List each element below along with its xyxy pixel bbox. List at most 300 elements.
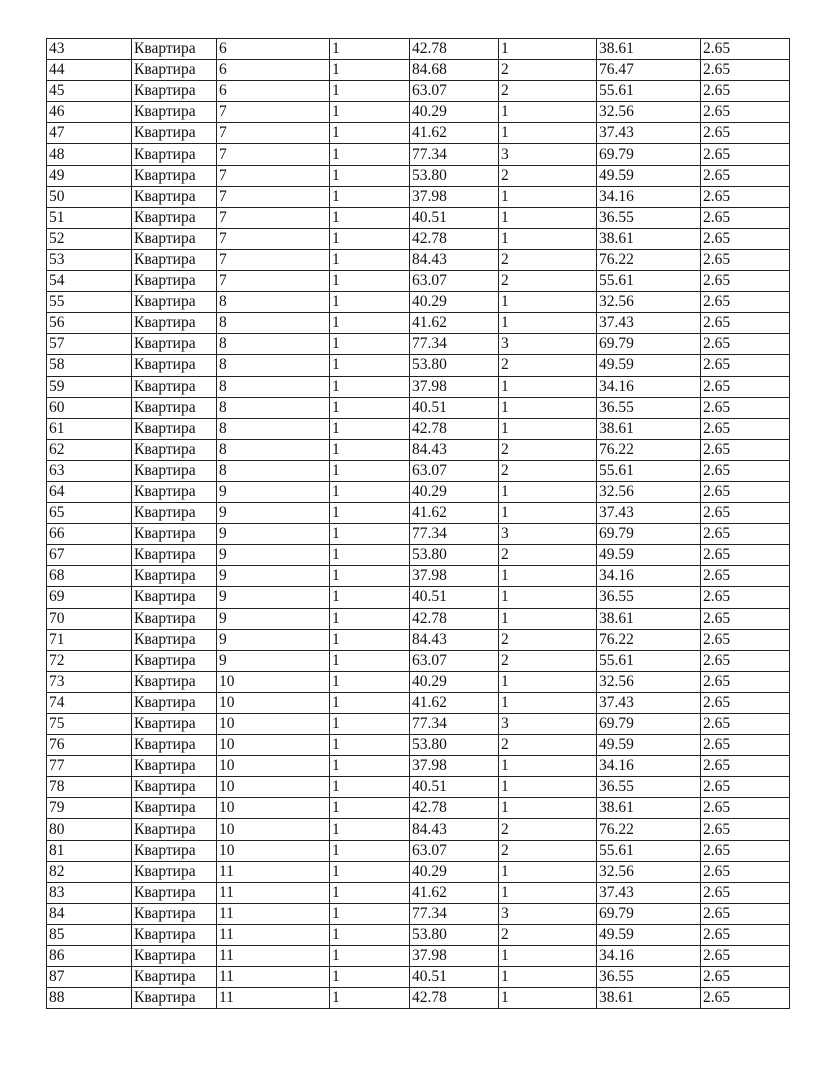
cell-total-area: 41.62 [410, 503, 499, 524]
cell-living-area: 69.79 [597, 144, 701, 165]
cell-row-number: 53 [47, 249, 132, 270]
cell-section: 1 [330, 228, 410, 249]
cell-section: 1 [330, 946, 410, 967]
cell-row-number: 84 [47, 903, 132, 924]
cell-section: 1 [330, 587, 410, 608]
table-row [47, 840, 790, 861]
cell-floor: 9 [217, 524, 330, 545]
cell-row-number: 50 [47, 186, 132, 207]
cell-floor: 11 [217, 882, 330, 903]
table-row [47, 460, 790, 481]
cell-rooms: 1 [499, 503, 597, 524]
cell-row-number: 51 [47, 207, 132, 228]
cell-living-area: 38.61 [597, 798, 701, 819]
cell-rooms: 1 [499, 756, 597, 777]
cell-section: 1 [330, 714, 410, 735]
table-row [47, 629, 790, 650]
cell-floor: 7 [217, 249, 330, 270]
cell-row-number: 45 [47, 81, 132, 102]
cell-rooms: 1 [499, 882, 597, 903]
cell-living-area: 76.22 [597, 629, 701, 650]
table-row [47, 228, 790, 249]
cell-section: 1 [330, 988, 410, 1009]
table-row [47, 671, 790, 692]
cell-ceiling-height: 2.65 [701, 566, 790, 587]
cell-total-area: 37.98 [410, 566, 499, 587]
cell-ceiling-height: 2.65 [701, 313, 790, 334]
cell-row-number: 81 [47, 840, 132, 861]
cell-rooms: 1 [499, 376, 597, 397]
cell-total-area: 84.68 [410, 60, 499, 81]
table-row [47, 397, 790, 418]
table-row [47, 313, 790, 334]
cell-ceiling-height: 2.65 [701, 123, 790, 144]
cell-living-area: 37.43 [597, 882, 701, 903]
table-row [47, 714, 790, 735]
cell-property-type: Квартира [132, 545, 217, 566]
cell-rooms: 2 [499, 840, 597, 861]
cell-total-area: 40.51 [410, 587, 499, 608]
cell-total-area: 40.29 [410, 861, 499, 882]
cell-living-area: 76.22 [597, 819, 701, 840]
cell-living-area: 49.59 [597, 735, 701, 756]
table-row [47, 988, 790, 1009]
table-row [47, 967, 790, 988]
cell-property-type: Квартира [132, 988, 217, 1009]
table-row [47, 946, 790, 967]
cell-section: 1 [330, 629, 410, 650]
cell-section: 1 [330, 882, 410, 903]
cell-row-number: 64 [47, 481, 132, 502]
table-row [47, 418, 790, 439]
table-row [47, 334, 790, 355]
cell-property-type: Квартира [132, 418, 217, 439]
cell-floor: 8 [217, 355, 330, 376]
cell-rooms: 1 [499, 39, 597, 60]
cell-section: 1 [330, 102, 410, 123]
cell-rooms: 1 [499, 988, 597, 1009]
cell-living-area: 55.61 [597, 460, 701, 481]
cell-row-number: 44 [47, 60, 132, 81]
cell-living-area: 34.16 [597, 756, 701, 777]
cell-property-type: Квартира [132, 714, 217, 735]
cell-section: 1 [330, 777, 410, 798]
cell-rooms: 1 [499, 292, 597, 313]
cell-living-area: 32.56 [597, 481, 701, 502]
cell-total-area: 84.43 [410, 819, 499, 840]
cell-section: 1 [330, 207, 410, 228]
cell-rooms: 1 [499, 102, 597, 123]
cell-total-area: 53.80 [410, 545, 499, 566]
cell-total-area: 42.78 [410, 39, 499, 60]
cell-floor: 10 [217, 735, 330, 756]
cell-property-type: Квартира [132, 629, 217, 650]
cell-total-area: 40.29 [410, 102, 499, 123]
cell-total-area: 40.51 [410, 967, 499, 988]
cell-rooms: 1 [499, 692, 597, 713]
cell-section: 1 [330, 144, 410, 165]
cell-living-area: 34.16 [597, 186, 701, 207]
cell-ceiling-height: 2.65 [701, 481, 790, 502]
cell-section: 1 [330, 313, 410, 334]
cell-section: 1 [330, 376, 410, 397]
cell-ceiling-height: 2.65 [701, 946, 790, 967]
cell-property-type: Квартира [132, 60, 217, 81]
cell-floor: 6 [217, 39, 330, 60]
cell-living-area: 49.59 [597, 355, 701, 376]
cell-ceiling-height: 2.65 [701, 692, 790, 713]
cell-living-area: 38.61 [597, 39, 701, 60]
cell-section: 1 [330, 397, 410, 418]
cell-total-area: 41.62 [410, 882, 499, 903]
cell-total-area: 53.80 [410, 924, 499, 945]
cell-total-area: 42.78 [410, 228, 499, 249]
cell-property-type: Квартира [132, 249, 217, 270]
cell-property-type: Квартира [132, 39, 217, 60]
cell-row-number: 73 [47, 671, 132, 692]
cell-ceiling-height: 2.65 [701, 819, 790, 840]
cell-row-number: 74 [47, 692, 132, 713]
cell-property-type: Квартира [132, 503, 217, 524]
table-row [47, 692, 790, 713]
cell-ceiling-height: 2.65 [701, 861, 790, 882]
cell-section: 1 [330, 903, 410, 924]
cell-ceiling-height: 2.65 [701, 376, 790, 397]
cell-property-type: Квартира [132, 397, 217, 418]
cell-floor: 9 [217, 503, 330, 524]
cell-rooms: 3 [499, 144, 597, 165]
cell-rooms: 2 [499, 545, 597, 566]
cell-property-type: Квартира [132, 313, 217, 334]
cell-section: 1 [330, 545, 410, 566]
cell-property-type: Квартира [132, 756, 217, 777]
table-row [47, 650, 790, 671]
cell-section: 1 [330, 481, 410, 502]
cell-living-area: 36.55 [597, 207, 701, 228]
cell-property-type: Квартира [132, 946, 217, 967]
cell-floor: 10 [217, 777, 330, 798]
cell-ceiling-height: 2.65 [701, 249, 790, 270]
cell-ceiling-height: 2.65 [701, 608, 790, 629]
cell-living-area: 76.22 [597, 249, 701, 270]
cell-section: 1 [330, 819, 410, 840]
cell-section: 1 [330, 165, 410, 186]
cell-row-number: 79 [47, 798, 132, 819]
cell-total-area: 77.34 [410, 524, 499, 545]
cell-property-type: Квартира [132, 144, 217, 165]
cell-ceiling-height: 2.65 [701, 102, 790, 123]
cell-rooms: 2 [499, 650, 597, 671]
cell-property-type: Квартира [132, 735, 217, 756]
cell-total-area: 63.07 [410, 81, 499, 102]
cell-living-area: 49.59 [597, 924, 701, 945]
cell-floor: 10 [217, 671, 330, 692]
cell-floor: 8 [217, 418, 330, 439]
cell-total-area: 63.07 [410, 271, 499, 292]
cell-section: 1 [330, 123, 410, 144]
cell-living-area: 55.61 [597, 840, 701, 861]
cell-total-area: 41.62 [410, 692, 499, 713]
cell-ceiling-height: 2.65 [701, 756, 790, 777]
cell-living-area: 38.61 [597, 418, 701, 439]
cell-ceiling-height: 2.65 [701, 840, 790, 861]
table-row [47, 798, 790, 819]
table-row [47, 777, 790, 798]
cell-ceiling-height: 2.65 [701, 503, 790, 524]
cell-row-number: 82 [47, 861, 132, 882]
cell-section: 1 [330, 924, 410, 945]
cell-section: 1 [330, 692, 410, 713]
cell-floor: 8 [217, 313, 330, 334]
cell-living-area: 37.43 [597, 692, 701, 713]
table-row [47, 165, 790, 186]
apartments-table [46, 38, 790, 1009]
cell-total-area: 77.34 [410, 714, 499, 735]
cell-section: 1 [330, 249, 410, 270]
cell-row-number: 76 [47, 735, 132, 756]
cell-row-number: 80 [47, 819, 132, 840]
cell-ceiling-height: 2.65 [701, 334, 790, 355]
cell-property-type: Квартира [132, 861, 217, 882]
cell-total-area: 84.43 [410, 439, 499, 460]
cell-rooms: 1 [499, 123, 597, 144]
cell-property-type: Квартира [132, 903, 217, 924]
cell-row-number: 46 [47, 102, 132, 123]
cell-floor: 9 [217, 587, 330, 608]
cell-total-area: 84.43 [410, 249, 499, 270]
cell-row-number: 62 [47, 439, 132, 460]
table-row [47, 292, 790, 313]
cell-floor: 11 [217, 924, 330, 945]
cell-row-number: 59 [47, 376, 132, 397]
cell-rooms: 2 [499, 439, 597, 460]
cell-floor: 11 [217, 903, 330, 924]
cell-floor: 9 [217, 629, 330, 650]
cell-section: 1 [330, 756, 410, 777]
cell-floor: 8 [217, 397, 330, 418]
cell-floor: 9 [217, 566, 330, 587]
cell-ceiling-height: 2.65 [701, 418, 790, 439]
cell-row-number: 83 [47, 882, 132, 903]
cell-total-area: 42.78 [410, 608, 499, 629]
cell-floor: 8 [217, 376, 330, 397]
cell-living-area: 34.16 [597, 566, 701, 587]
cell-section: 1 [330, 566, 410, 587]
cell-row-number: 88 [47, 988, 132, 1009]
table-row [47, 756, 790, 777]
cell-floor: 7 [217, 228, 330, 249]
cell-ceiling-height: 2.65 [701, 650, 790, 671]
cell-total-area: 40.29 [410, 292, 499, 313]
cell-row-number: 69 [47, 587, 132, 608]
cell-floor: 7 [217, 207, 330, 228]
cell-rooms: 2 [499, 165, 597, 186]
table-row [47, 144, 790, 165]
cell-living-area: 38.61 [597, 608, 701, 629]
table-row [47, 608, 790, 629]
cell-living-area: 37.43 [597, 313, 701, 334]
cell-section: 1 [330, 671, 410, 692]
cell-rooms: 2 [499, 819, 597, 840]
cell-row-number: 77 [47, 756, 132, 777]
cell-row-number: 65 [47, 503, 132, 524]
cell-property-type: Квартира [132, 967, 217, 988]
cell-row-number: 52 [47, 228, 132, 249]
cell-floor: 10 [217, 840, 330, 861]
cell-row-number: 47 [47, 123, 132, 144]
cell-total-area: 77.34 [410, 903, 499, 924]
table-row [47, 81, 790, 102]
cell-rooms: 1 [499, 967, 597, 988]
cell-floor: 10 [217, 692, 330, 713]
cell-property-type: Квартира [132, 882, 217, 903]
cell-property-type: Квартира [132, 650, 217, 671]
cell-row-number: 43 [47, 39, 132, 60]
cell-rooms: 1 [499, 418, 597, 439]
cell-rooms: 2 [499, 60, 597, 81]
cell-floor: 9 [217, 481, 330, 502]
cell-total-area: 40.51 [410, 397, 499, 418]
cell-property-type: Квартира [132, 123, 217, 144]
cell-ceiling-height: 2.65 [701, 165, 790, 186]
cell-living-area: 69.79 [597, 334, 701, 355]
cell-floor: 8 [217, 334, 330, 355]
cell-living-area: 38.61 [597, 988, 701, 1009]
cell-ceiling-height: 2.65 [701, 587, 790, 608]
cell-row-number: 67 [47, 545, 132, 566]
cell-row-number: 86 [47, 946, 132, 967]
cell-total-area: 42.78 [410, 798, 499, 819]
cell-total-area: 77.34 [410, 144, 499, 165]
cell-total-area: 37.98 [410, 376, 499, 397]
cell-total-area: 53.80 [410, 165, 499, 186]
cell-property-type: Квартира [132, 777, 217, 798]
cell-total-area: 84.43 [410, 629, 499, 650]
cell-property-type: Квартира [132, 376, 217, 397]
cell-rooms: 1 [499, 861, 597, 882]
cell-section: 1 [330, 650, 410, 671]
cell-living-area: 36.55 [597, 587, 701, 608]
cell-rooms: 2 [499, 249, 597, 270]
cell-rooms: 1 [499, 946, 597, 967]
cell-rooms: 1 [499, 228, 597, 249]
cell-row-number: 49 [47, 165, 132, 186]
cell-row-number: 87 [47, 967, 132, 988]
table-row [47, 39, 790, 60]
cell-living-area: 49.59 [597, 545, 701, 566]
cell-section: 1 [330, 798, 410, 819]
cell-ceiling-height: 2.65 [701, 186, 790, 207]
cell-row-number: 56 [47, 313, 132, 334]
cell-floor: 7 [217, 123, 330, 144]
cell-rooms: 2 [499, 460, 597, 481]
cell-property-type: Квартира [132, 566, 217, 587]
cell-property-type: Квартира [132, 271, 217, 292]
cell-total-area: 40.51 [410, 777, 499, 798]
cell-row-number: 75 [47, 714, 132, 735]
cell-property-type: Квартира [132, 355, 217, 376]
table-row [47, 207, 790, 228]
cell-ceiling-height: 2.65 [701, 735, 790, 756]
cell-row-number: 54 [47, 271, 132, 292]
cell-row-number: 78 [47, 777, 132, 798]
cell-rooms: 2 [499, 81, 597, 102]
cell-property-type: Квартира [132, 292, 217, 313]
cell-ceiling-height: 2.65 [701, 292, 790, 313]
cell-section: 1 [330, 735, 410, 756]
cell-row-number: 48 [47, 144, 132, 165]
cell-section: 1 [330, 186, 410, 207]
cell-section: 1 [330, 418, 410, 439]
cell-floor: 6 [217, 60, 330, 81]
cell-living-area: 37.43 [597, 123, 701, 144]
cell-rooms: 1 [499, 608, 597, 629]
cell-living-area: 76.47 [597, 60, 701, 81]
table-row [47, 123, 790, 144]
cell-property-type: Квартира [132, 819, 217, 840]
cell-ceiling-height: 2.65 [701, 882, 790, 903]
cell-rooms: 3 [499, 714, 597, 735]
cell-rooms: 1 [499, 671, 597, 692]
cell-section: 1 [330, 334, 410, 355]
cell-total-area: 77.34 [410, 334, 499, 355]
cell-property-type: Квартира [132, 460, 217, 481]
cell-row-number: 57 [47, 334, 132, 355]
cell-living-area: 36.55 [597, 777, 701, 798]
cell-rooms: 3 [499, 524, 597, 545]
cell-rooms: 1 [499, 313, 597, 334]
cell-living-area: 69.79 [597, 903, 701, 924]
cell-ceiling-height: 2.65 [701, 545, 790, 566]
cell-ceiling-height: 2.65 [701, 397, 790, 418]
cell-total-area: 63.07 [410, 840, 499, 861]
cell-section: 1 [330, 840, 410, 861]
cell-row-number: 85 [47, 924, 132, 945]
cell-ceiling-height: 2.65 [701, 967, 790, 988]
cell-property-type: Квартира [132, 587, 217, 608]
table-row [47, 861, 790, 882]
cell-row-number: 68 [47, 566, 132, 587]
cell-section: 1 [330, 81, 410, 102]
table-row [47, 102, 790, 123]
cell-total-area: 63.07 [410, 460, 499, 481]
table-row [47, 924, 790, 945]
cell-ceiling-height: 2.65 [701, 924, 790, 945]
cell-ceiling-height: 2.65 [701, 714, 790, 735]
cell-total-area: 41.62 [410, 123, 499, 144]
cell-rooms: 1 [499, 798, 597, 819]
cell-property-type: Квартира [132, 692, 217, 713]
cell-ceiling-height: 2.65 [701, 629, 790, 650]
cell-row-number: 71 [47, 629, 132, 650]
cell-property-type: Квартира [132, 439, 217, 460]
cell-floor: 9 [217, 545, 330, 566]
cell-total-area: 37.98 [410, 946, 499, 967]
cell-section: 1 [330, 60, 410, 81]
cell-floor: 10 [217, 714, 330, 735]
cell-living-area: 32.56 [597, 292, 701, 313]
table-row [47, 271, 790, 292]
cell-living-area: 36.55 [597, 967, 701, 988]
table-row [47, 249, 790, 270]
table-row [47, 587, 790, 608]
cell-property-type: Квартира [132, 840, 217, 861]
cell-total-area: 53.80 [410, 735, 499, 756]
cell-section: 1 [330, 460, 410, 481]
table-row [47, 545, 790, 566]
cell-row-number: 61 [47, 418, 132, 439]
cell-property-type: Квартира [132, 334, 217, 355]
